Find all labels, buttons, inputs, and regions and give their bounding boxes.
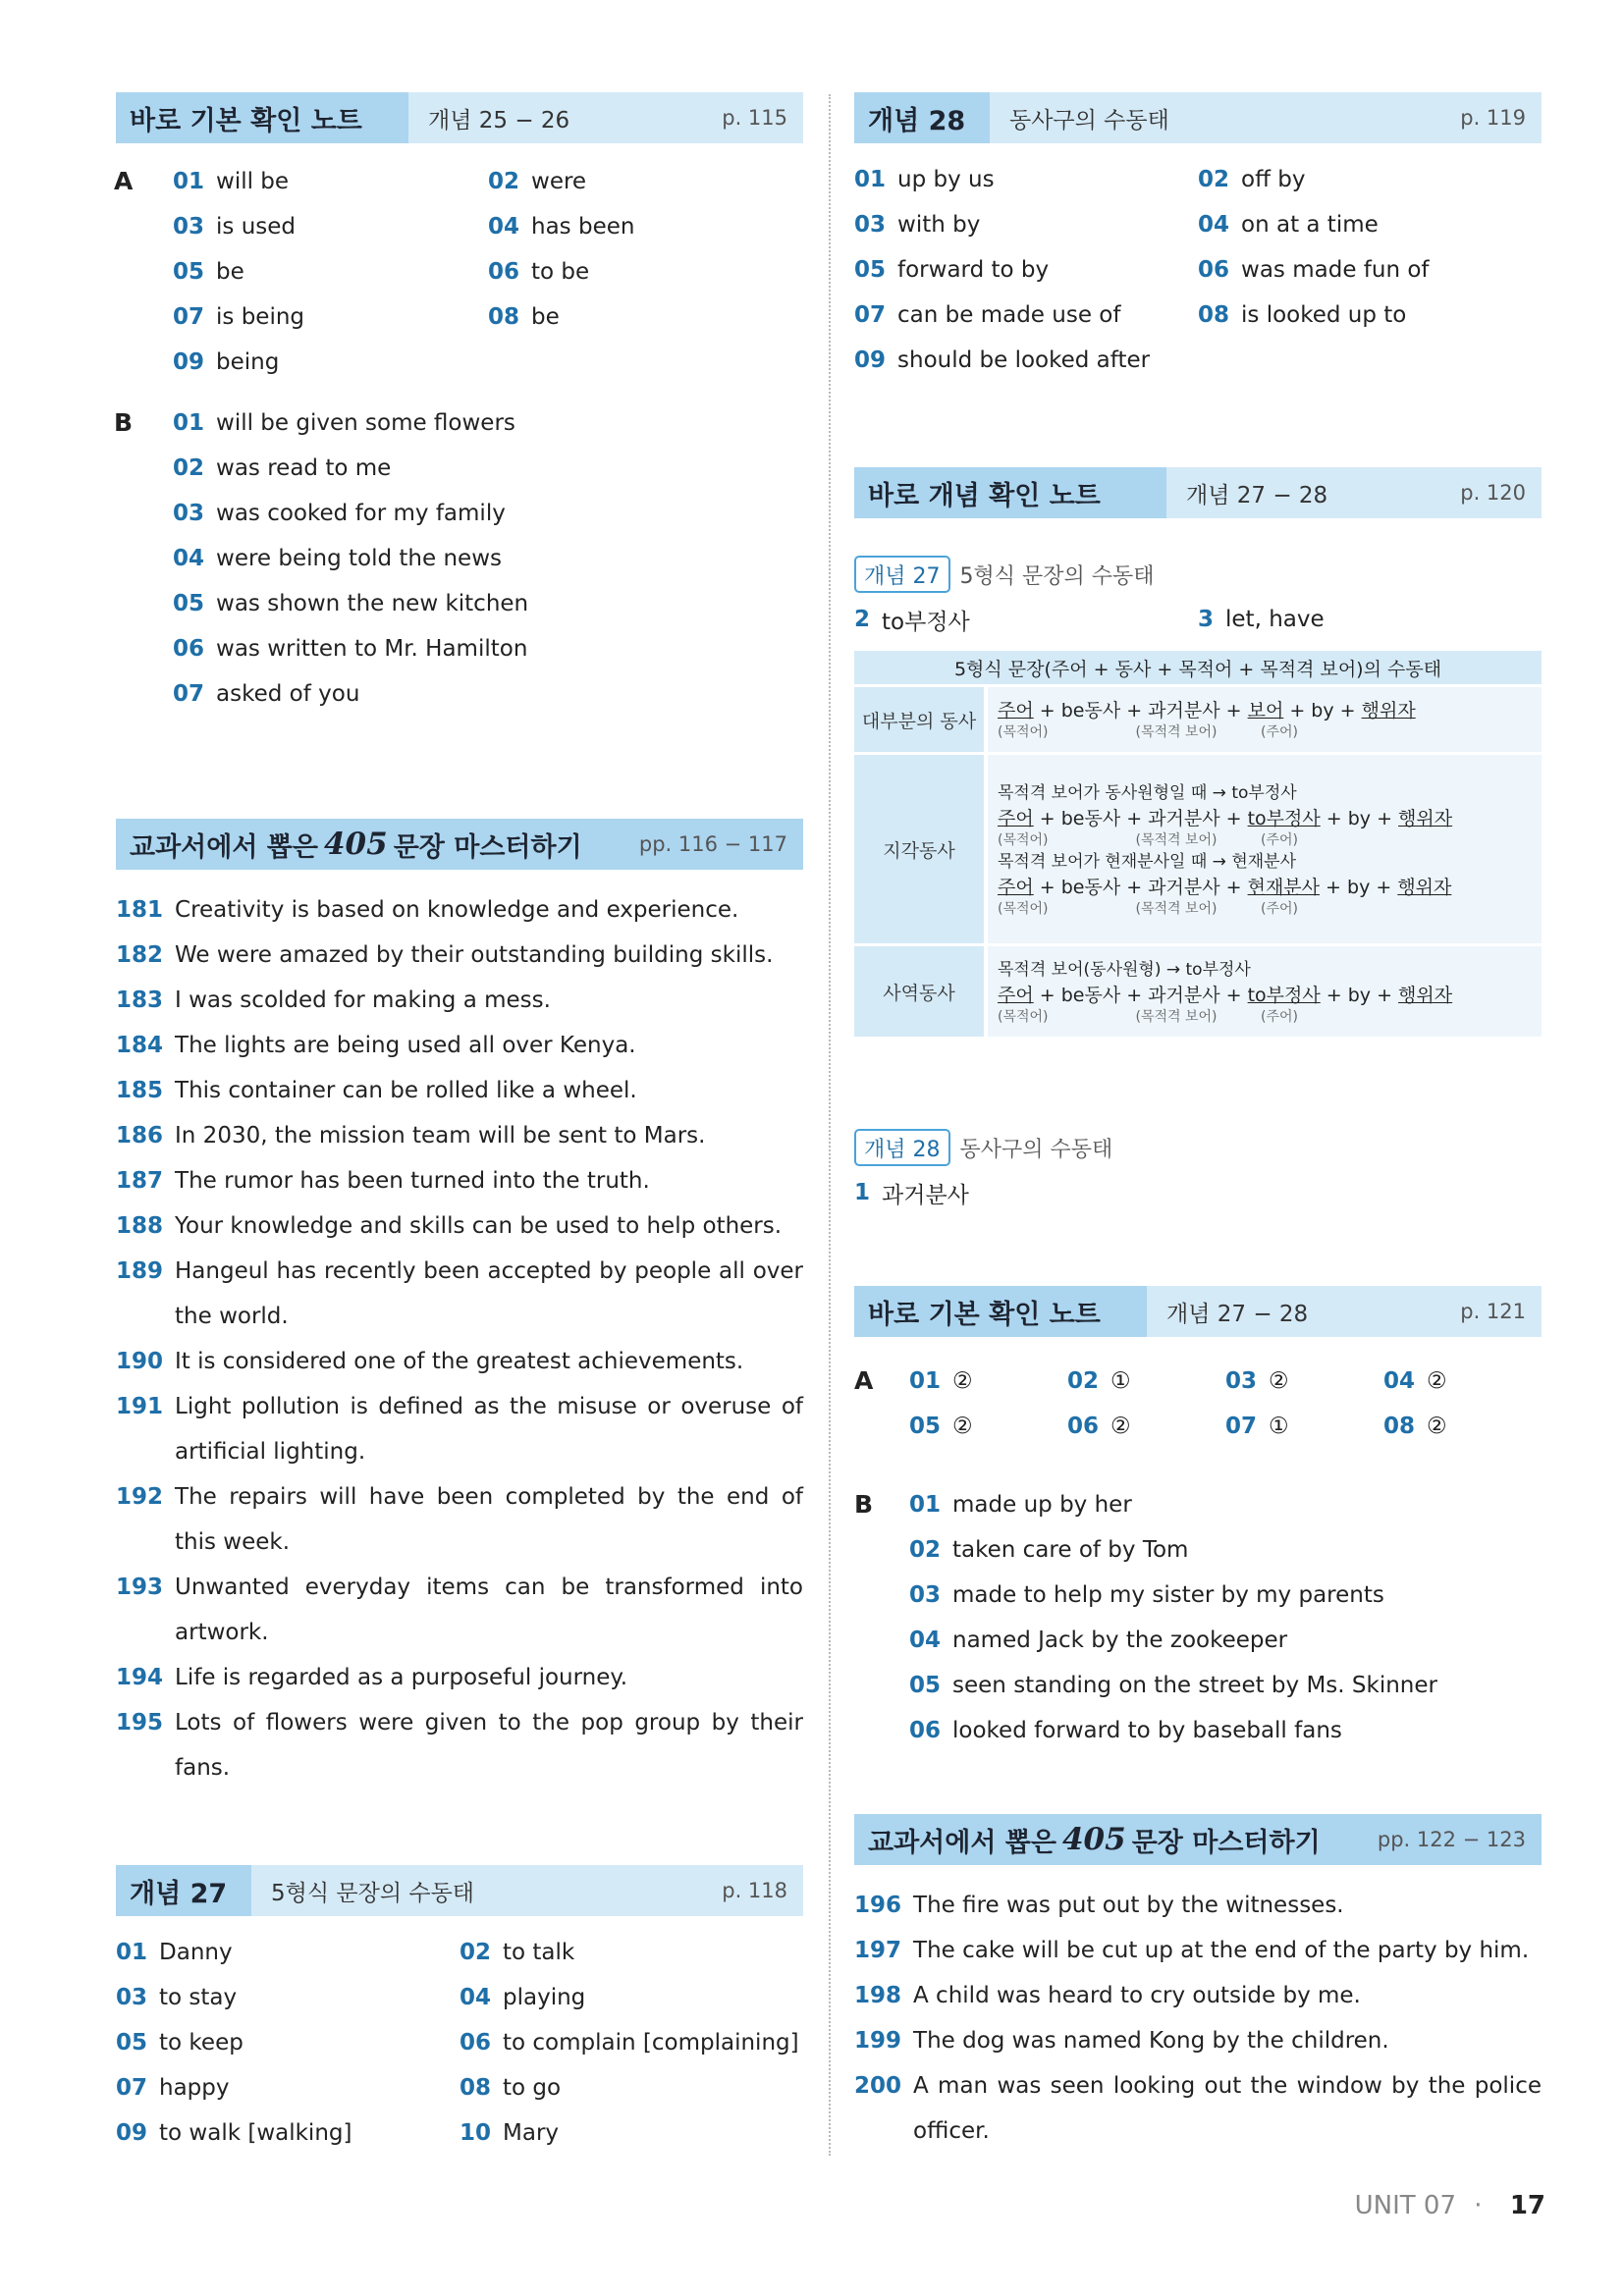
sentence-item: 195 Lots of flowers were given to the pop group by their fans.	[116, 1710, 803, 1781]
item-number: 03	[854, 212, 887, 238]
table-row-label: 대부분의 동사	[854, 687, 984, 752]
answer-text: with by	[897, 212, 981, 238]
item-number: 01	[173, 169, 205, 194]
answer-text: 과거분사	[882, 1182, 969, 1208]
answer-text: is being	[216, 304, 305, 330]
right-column	[854, 92, 1542, 2144]
answer-text: up by us	[897, 167, 995, 192]
section-concept: 5형식 문장의 수동태	[251, 1865, 803, 1916]
footer-separator: ·	[1474, 2191, 1483, 2220]
section-concept: 개념 25 − 26	[408, 92, 803, 143]
sentence-item: 187 The rumor has been turned into the truth.	[116, 1168, 650, 1194]
item-number: 05	[173, 591, 205, 616]
answer-text: named Jack by the zookeeper	[952, 1628, 1288, 1653]
answer-text: forward to by	[897, 257, 1050, 283]
section-concept: 개념 27 − 28	[1147, 1286, 1542, 1337]
answer-text: can be made use of	[897, 302, 1121, 328]
answer-text: ②	[1427, 1368, 1447, 1394]
answer-text: is used	[216, 214, 297, 240]
item-number: 02	[173, 455, 205, 481]
section-page-ref: p. 120	[1460, 481, 1526, 505]
item-number: 3	[1198, 607, 1215, 632]
item-number: 06	[1198, 257, 1230, 283]
answer-text: made up by her	[952, 1492, 1132, 1518]
answer-text: were being told the news	[216, 546, 502, 571]
section-label-B: B	[854, 1490, 874, 1519]
item-number: 05	[854, 257, 887, 283]
sentence-list-181-195	[116, 887, 803, 1790]
item-number: 04	[460, 1985, 492, 2010]
section-label-B: B	[114, 408, 134, 437]
answer-text: ②	[952, 1368, 973, 1394]
item-number: 01	[173, 410, 205, 436]
item-number: 09	[854, 347, 887, 373]
item-number: 04	[1198, 212, 1230, 238]
item-number: 06	[460, 2030, 492, 2056]
sentence-item: 191 Light pollution is defined as the misuse or overuse of artificial lighting.	[116, 1394, 803, 1465]
section-concept: 개념 27 − 28	[1166, 467, 1542, 518]
sentence-item: 200 A man was seen looking out the window by the police officer.	[854, 2073, 1542, 2144]
section-page-ref: p. 115	[722, 106, 787, 130]
sentence-item: 192 The repairs will have been completed by the end of this week.	[116, 1484, 803, 1555]
item-number: 07	[173, 304, 205, 330]
answers-B	[116, 400, 803, 717]
answer-text: to complain [complaining]	[503, 2030, 799, 2056]
item-number: 02	[1198, 167, 1230, 192]
item-number: 09	[116, 2120, 148, 2146]
answer-text: let, have	[1225, 607, 1325, 632]
sentence-item: 189 Hangeul has recently been accepted by people all over the world.	[116, 1258, 803, 1329]
item-number: 08	[1383, 1414, 1416, 1439]
answers-A	[116, 159, 803, 385]
item-number: 10	[460, 2120, 492, 2146]
answer-text: to go	[503, 2075, 562, 2101]
answer-text: ①	[1110, 1368, 1131, 1394]
item-number: 06	[909, 1718, 942, 1743]
item-number: 04	[909, 1628, 942, 1653]
sentence-item: 185 This container can be rolled like a wheel.	[116, 1078, 637, 1103]
page-number: 17	[1509, 2191, 1545, 2220]
item-number: 05	[173, 259, 205, 285]
item-number: 08	[488, 304, 520, 330]
item-number: 02	[460, 1940, 492, 1965]
answer-text: is looked up to	[1241, 302, 1407, 328]
sentence-item: 186 In 2030, the mission team will be sent to Mars.	[116, 1123, 706, 1148]
item-number: 04	[173, 546, 205, 571]
section-header-basic-note-25-26	[116, 92, 803, 143]
concept-title: 동사구의 수동태	[959, 1137, 1113, 1162]
section-title: 교과서에서 뽑은 405 문장 마스터하기	[854, 1814, 1542, 1865]
page-footer	[1355, 2191, 1545, 2220]
item-number: 2	[854, 607, 871, 632]
table-row-label: 지각동사	[854, 755, 984, 943]
item-number: 08	[460, 2075, 492, 2101]
item-number: 01	[116, 1940, 148, 1965]
section-title: 바로 기본 확인 노트	[854, 1286, 1147, 1337]
unit-label: UNIT 07	[1354, 2191, 1457, 2220]
answer-text: seen standing on the street by Ms. Skinner	[952, 1673, 1437, 1698]
sentence-item: 181 Creativity is based on knowledge and experience.	[116, 897, 739, 923]
item-number: 01	[854, 167, 887, 192]
table-row-body: 목적격 보어(동사원형) → to부정사 주어 + be동사 + 과거분사 + to부정사 + by + 행위자 (목적어) (목적격 보어) (주어)	[984, 946, 1542, 1037]
answer-text: has been	[531, 214, 635, 240]
answer-text: asked of you	[216, 681, 360, 707]
section-header-concept-note-27-28	[854, 467, 1542, 518]
answer-text: made to help my sister by my parents	[952, 1582, 1384, 1608]
item-number: 02	[909, 1537, 942, 1563]
answer-text: ①	[1269, 1414, 1289, 1439]
item-number: 08	[1198, 302, 1230, 328]
grammar-table	[854, 648, 1542, 1040]
item-number: 04	[488, 214, 520, 240]
section-label-A: A	[854, 1366, 874, 1395]
item-number: 03	[909, 1582, 942, 1608]
answer-text: happy	[159, 2075, 230, 2101]
sentence-item: 188 Your knowledge and skills can be used to help others.	[116, 1213, 783, 1239]
sentence-item: 196 The fire was put out by the witnesses.	[854, 1893, 1344, 1918]
answer-text: ②	[952, 1414, 973, 1439]
answer-text: to walk [walking]	[159, 2120, 352, 2146]
section-label-A: A	[114, 167, 134, 195]
answer-text: was made fun of	[1241, 257, 1430, 283]
sentence-item: 183 I was scolded for making a mess.	[116, 988, 551, 1013]
answer-text: was read to me	[216, 455, 392, 481]
answer-text: ②	[1110, 1414, 1131, 1439]
answer-text: was written to Mr. Hamilton	[216, 636, 528, 662]
item-number: 03	[173, 501, 205, 526]
answers-A-right	[854, 1359, 1542, 1449]
answers-B-right	[854, 1482, 1542, 1753]
section-page-ref: p. 121	[1460, 1300, 1526, 1323]
answer-text: be	[216, 259, 244, 285]
sentence-item: 182 We were amazed by their outstanding building skills.	[116, 942, 774, 968]
sentence-item: 199 The dog was named Kong by the children.	[854, 2028, 1389, 2054]
answer-text: on at a time	[1241, 212, 1379, 238]
left-column	[114, 92, 803, 2146]
answer-text: to talk	[503, 1940, 575, 1965]
table-row-label: 사역동사	[854, 946, 984, 1037]
answer-text: was cooked for my family	[216, 501, 506, 526]
item-number: 01	[909, 1368, 942, 1394]
section-title: 교과서에서 뽑은 405 문장 마스터하기	[116, 819, 803, 870]
item-number: 09	[173, 349, 205, 375]
answer-text: will be given some flowers	[216, 410, 515, 436]
section-page-ref: pp. 122 − 123	[1377, 1828, 1526, 1851]
item-number: 06	[1067, 1414, 1100, 1439]
section-title: 개념 28	[854, 92, 990, 143]
item-number: 06	[488, 259, 520, 285]
answer-text: taken care of by Tom	[952, 1537, 1189, 1563]
item-number: 07	[854, 302, 887, 328]
item-number: 05	[116, 2030, 148, 2056]
item-number: 01	[909, 1492, 942, 1518]
sentence-item: 184 The lights are being used all over Kenya.	[116, 1033, 636, 1058]
answer-text: to stay	[159, 1985, 238, 2010]
item-number: 02	[488, 169, 520, 194]
section-page-ref: p. 118	[722, 1879, 787, 1902]
section-page-ref: pp. 116 − 117	[638, 832, 787, 856]
section-title: 개념 27	[116, 1865, 251, 1916]
sentence-item: 198 A child was heard to cry outside by me.	[854, 1983, 1361, 2008]
item-number: 03	[173, 214, 205, 240]
answer-text: Danny	[159, 1940, 233, 1965]
answers-concept-27	[116, 1930, 803, 2156]
answer-text: be	[531, 304, 560, 330]
sentence-list-196-200	[854, 1883, 1542, 2154]
sentence-item: 197 The cake will be cut up at the end of the party by him.	[854, 1938, 1530, 1963]
answer-text: ②	[1269, 1368, 1289, 1394]
section-header-basic-note-27-28	[854, 1286, 1542, 1337]
item-number: 06	[173, 636, 205, 662]
answer-text: to keep	[159, 2030, 244, 2056]
sentence-item: 194 Life is regarded as a purposeful journey.	[116, 1665, 628, 1690]
answers-concept-28	[854, 157, 1542, 383]
section-header-concept-28	[854, 92, 1542, 143]
concept-title: 5형식 문장의 수동태	[959, 563, 1155, 589]
section-title: 바로 기본 확인 노트	[116, 92, 408, 143]
section-concept: 동사구의 수동태	[990, 92, 1542, 143]
column-divider	[829, 94, 831, 2156]
answer-text: should be looked after	[897, 347, 1151, 373]
table-row-body: 주어 + be동사 + 과거분사 + 보어 + by + 행위자 (목적어) (목적격 보어) (주어)	[984, 687, 1542, 752]
answer-text: were	[531, 169, 587, 194]
table-caption: 5형식 문장(주어 + 동사 + 목적어 + 목적격 보어)의 수동태	[854, 651, 1542, 684]
answer-text: will be	[216, 169, 290, 194]
sentence-item: 190 It is considered one of the greatest achievements.	[116, 1349, 744, 1374]
item-number: 1	[854, 1180, 871, 1205]
item-number: 03	[116, 1985, 148, 2010]
answer-text: ②	[1427, 1414, 1447, 1439]
item-number: 07	[116, 2075, 148, 2101]
answer-text: off by	[1241, 167, 1306, 192]
sentence-item: 193 Unwanted everyday items can be transformed into artwork.	[116, 1575, 803, 1645]
answer-text: to부정사	[882, 609, 970, 635]
concept-27-block	[854, 552, 1542, 1040]
item-number: 07	[173, 681, 205, 707]
table-row-body: 목적격 보어가 동사원형일 때 → to부정사 주어 + be동사 + 과거분사 + to부정사 + by + 행위자 (목적어) (목적격 보어) (주어) 목적격 보어가 현재분사일 때 → 현재분사 주어 + be동사 + 과거분사 + 현재분사 + by + 행위자 (목적어) (목적격 보어) (주어)	[984, 755, 1542, 943]
item-number: 05	[909, 1673, 942, 1698]
answer-text: was shown the new kitchen	[216, 591, 529, 616]
concept-28-block	[854, 1125, 1542, 1215]
item-number: 07	[1225, 1414, 1258, 1439]
concept-badge: 개념 27	[854, 556, 950, 593]
item-number: 03	[1225, 1368, 1258, 1394]
section-title: 바로 개념 확인 노트	[854, 467, 1166, 518]
answer-text: playing	[503, 1985, 586, 2010]
item-number: 04	[1383, 1368, 1416, 1394]
section-header-concept-27	[116, 1865, 803, 1916]
item-number: 02	[1067, 1368, 1100, 1394]
section-header-master-405-122	[854, 1814, 1542, 1865]
answer-text: looked forward to by baseball fans	[952, 1718, 1342, 1743]
concept-badge: 개념 28	[854, 1129, 950, 1166]
answer-text: to be	[531, 259, 590, 285]
answer-text: Mary	[503, 2120, 560, 2146]
answer-text: being	[216, 349, 280, 375]
section-page-ref: p. 119	[1460, 106, 1526, 130]
item-number: 05	[909, 1414, 942, 1439]
section-header-master-405-116	[116, 819, 803, 870]
